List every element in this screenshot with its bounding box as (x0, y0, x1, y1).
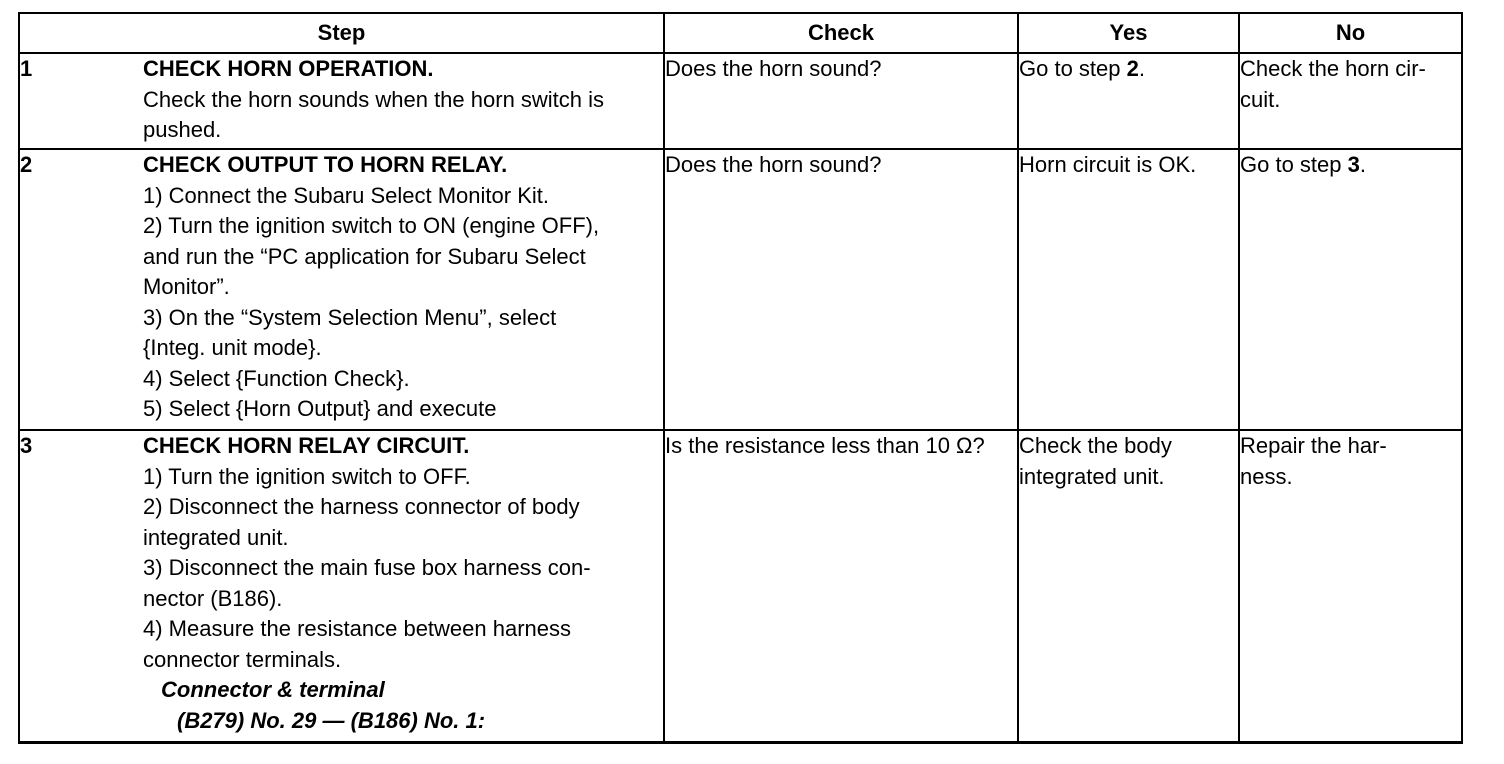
step-content (143, 53, 664, 149)
no-cell (1239, 149, 1462, 430)
header-no: No (1239, 13, 1462, 53)
step-line: {Integ. unit mode}. (143, 335, 322, 360)
step-line: nector (B186). (143, 585, 283, 611)
yes-suffix: . (1138, 56, 1145, 81)
step-line: connector terminals. (143, 646, 342, 672)
yes-cell: Horn circuit is OK. (1018, 149, 1239, 430)
step-number: 1 (19, 53, 143, 149)
no-cell (1239, 430, 1462, 742)
step-line: 1) Turn the ignition switch to OFF. (143, 463, 471, 489)
step-line: integrated unit. (143, 524, 289, 550)
step-line: 5) Select {Horn Output} and execute (143, 396, 497, 421)
step-content (143, 149, 664, 430)
check-cell: Is the resistance less than 10 Ω? (664, 430, 1018, 742)
connector-label: Connector & terminal (161, 677, 385, 702)
step-line: and run the “PC application for Subaru Select (143, 243, 586, 269)
step-line: 4) Measure the resistance between harness (143, 616, 572, 641)
yes-text: Go to step (1019, 56, 1127, 81)
step-line: 3) On the “System Selection Menu”, select (143, 304, 557, 330)
step-title: CHECK HORN RELAY CIRCUIT. (143, 433, 470, 458)
step-title: CHECK OUTPUT TO HORN RELAY. (143, 152, 508, 177)
step-line: 2) Disconnect the harness connector of body (143, 494, 580, 519)
no-cell (1239, 53, 1462, 149)
step-line: pushed. (143, 117, 222, 142)
step-number: 2 (19, 149, 143, 430)
step-line: 3) Disconnect the main fuse box harness con- (143, 555, 591, 580)
step-content (143, 430, 664, 742)
header-step: Step (19, 13, 664, 53)
check-cell: Does the horn sound? (664, 149, 1018, 430)
connector-value: (B279) No. 29 — (B186) No. 1: (177, 707, 486, 733)
step-reference: 2 (1126, 56, 1139, 81)
no-text: Go to step (1240, 152, 1348, 177)
yes-line: integrated unit. (1019, 463, 1165, 489)
diagnostic-table (18, 12, 1463, 744)
header-check: Check (664, 13, 1018, 53)
step-title: CHECK HORN OPERATION. (143, 56, 434, 81)
no-line: ness. (1240, 463, 1293, 489)
step-number: 3 (19, 430, 143, 742)
step-line: Check the horn sounds when the horn switch is (143, 86, 605, 112)
check-cell: Does the horn sound? (664, 53, 1018, 149)
no-line: Repair the har- (1240, 433, 1387, 458)
yes-cell (1018, 430, 1239, 742)
header-yes: Yes (1018, 13, 1239, 53)
step-reference: 3 (1347, 152, 1360, 177)
step-line: 1) Connect the Subaru Select Monitor Kit. (143, 182, 549, 208)
header-row (19, 13, 1462, 53)
no-line: Check the horn cir- (1240, 56, 1426, 81)
no-suffix: . (1359, 152, 1366, 177)
step-line: 4) Select {Function Check}. (143, 365, 410, 391)
table-row (19, 430, 1462, 742)
table-row (19, 53, 1462, 149)
yes-cell (1018, 53, 1239, 149)
table-row (19, 149, 1462, 430)
step-line: Monitor”. (143, 274, 230, 299)
yes-line: Check the body (1019, 433, 1172, 458)
no-line: cuit. (1240, 86, 1281, 112)
step-line: 2) Turn the ignition switch to ON (engine OFF), (143, 213, 600, 238)
